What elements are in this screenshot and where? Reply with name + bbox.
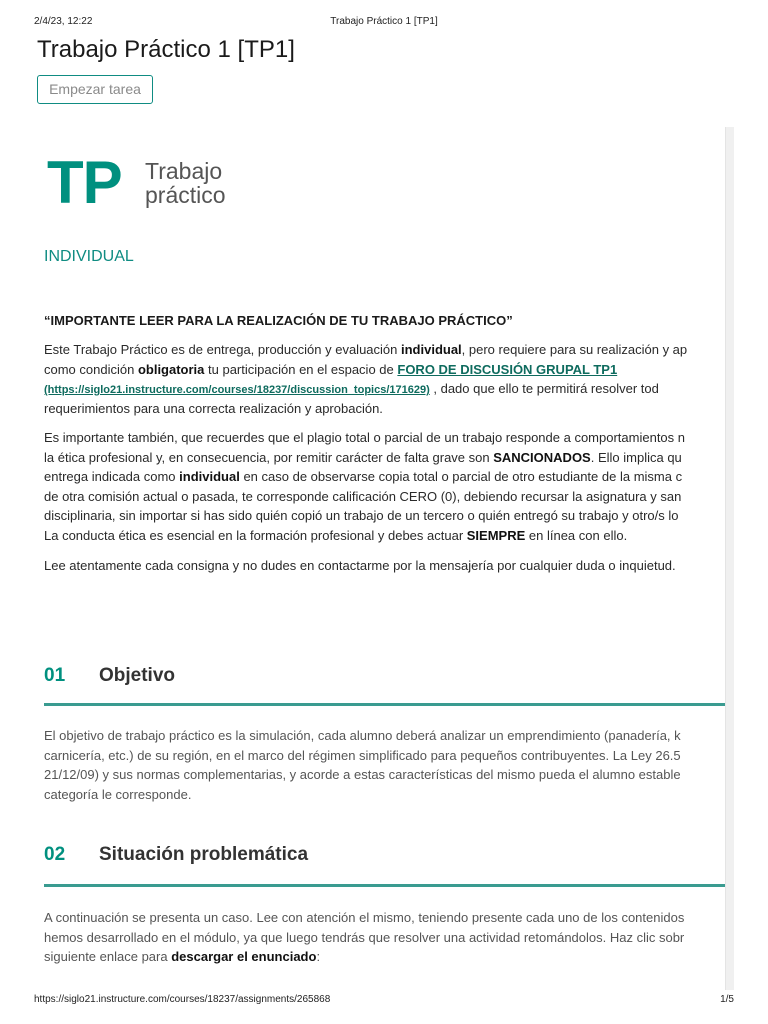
section-objective-number: 01 [44, 665, 66, 686]
read-carefully-paragraph: Lee atentamente cada consigna y no dudes en contactarme por la mensajería por cualquier duda o inquietud. [44, 558, 676, 573]
print-page-number: 1/5 [720, 994, 734, 1005]
tp-logo-line2: práctico [145, 182, 226, 208]
tp-logo-letters: TP [47, 149, 122, 216]
print-title: Trabajo Práctico 1 [TP1] [330, 16, 438, 27]
print-date: 2/4/23, 12:22 [34, 16, 93, 27]
section-divider [44, 703, 725, 706]
foro-discussion-link[interactable]: FORO DE DISCUSIÓN GRUPAL TP1 [397, 361, 618, 377]
section-objective-header [44, 665, 725, 705]
content-scrollbar[interactable] [725, 127, 734, 990]
foro-discussion-url[interactable]: (https://siglo21.instructure.com/courses/18237/discussion_topics/171629) [44, 384, 430, 396]
tp-logo-line1: Trabajo [145, 158, 223, 184]
print-header [34, 16, 734, 30]
section-problem-header [44, 844, 725, 884]
start-task-button[interactable]: Empezar tarea [37, 75, 153, 104]
section-objective-title: Objetivo [99, 665, 176, 686]
tp-logo-text [145, 159, 226, 207]
plagiarism-paragraph: Es importante también, que recuerdes que el plagio total o parcial de un trabajo responde a comportamientos n la ética profesional y, en consecuencia, por remitir carácter de falta grave son SANCIONADOS. Ello implica qu entrega indicada como individual en caso de observarse copia total o parcial de otro estudiante de la misma c de otra comisión actual o pasada, te corresponde calificación CERO (0), debiendo recursar la asignatura y san disciplinaria, sin importar si has sido quién copió un trabajo de un tercero o quién entregó su trabajo y otro/s lo La conducta ética es esencial en la formación profesional y debes actuar SIEMPRE en línea con ello. [44, 430, 685, 543]
section-problem-number: 02 [44, 844, 66, 865]
problem-paragraph: A continuación se presenta un caso. Lee con atención el mismo, teniendo presente cada uno de los contenidos hemos desarrollado en el módulo, ya que luego tendrás que resolver una actividad retomándolos. Haz clic sobr siguiente enlace para descargar el enunciado: [44, 910, 685, 964]
section-problem-title: Situación problemática [99, 844, 309, 865]
page-title: Trabajo Práctico 1 [TP1] [37, 36, 295, 63]
individual-heading: INDIVIDUAL [44, 248, 134, 265]
section-divider [44, 884, 725, 887]
objective-paragraph: El objetivo de trabajo práctico es la simulación, cada alumno deberá analizar un emprendimiento (panadería, k carnicería, etc.) de su región, en el marco del régimen simplificado para pequeños contribuyentes. La Ley 26.5 21/12/09) y sus normas complementarias, y acorde a estas características del mismo pueda el alumno estable categoría le corresponde. [44, 728, 681, 802]
important-notice-heading: “IMPORTANTE LEER PARA LA REALIZACIÓN DE TU TRABAJO PRÁCTICO” [44, 313, 513, 328]
print-url: https://siglo21.instructure.com/courses/18237/assignments/265868 [34, 994, 331, 1005]
intro-paragraph: Este Trabajo Práctico es de entrega, producción y evaluación individual, pero requiere para su realización y ap como condición obligatoria tu participación en el espacio de FORO DE DISCUSIÓN GRUPAL TP1 (https://siglo21.instructure.com/courses/18237/discussion_topics/171629) , dado que ello te permitirá resolver tod requerimientos para una correcta realización y aprobación. [44, 342, 688, 416]
assignment-content [0, 127, 733, 990]
